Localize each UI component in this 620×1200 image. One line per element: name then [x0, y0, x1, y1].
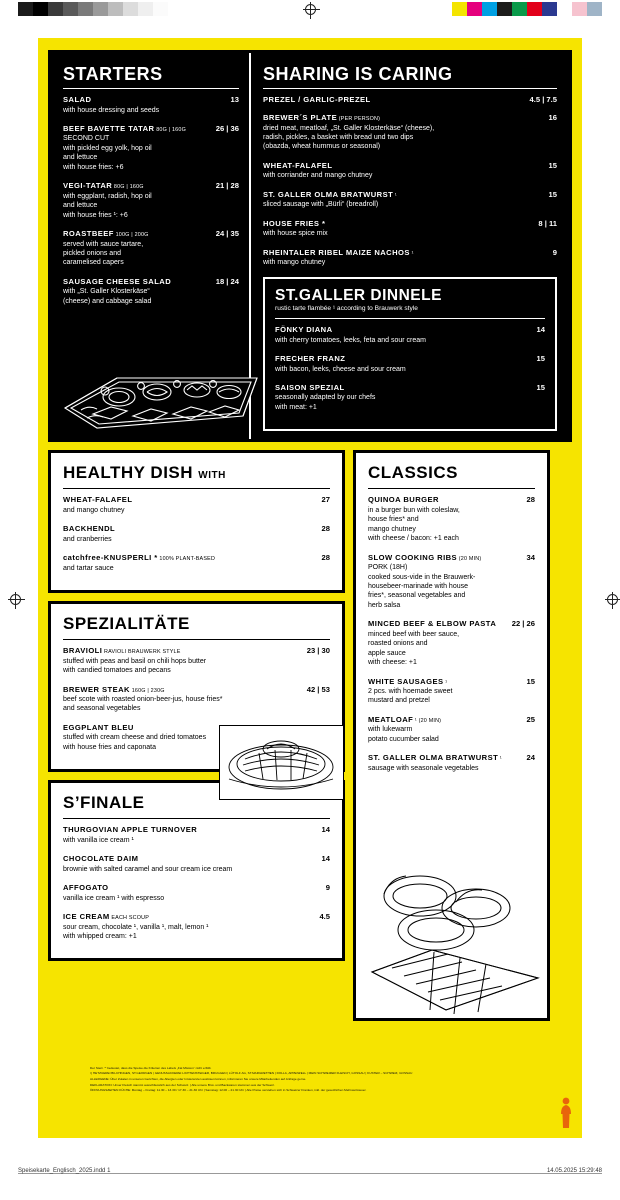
- menu-item-price: 14: [321, 825, 330, 835]
- menu-item: [63, 825, 330, 845]
- menu-item-description: and cranberries: [63, 535, 112, 543]
- menu-item-head: [263, 161, 557, 170]
- healthy-title: [63, 463, 330, 483]
- legal-footnotes: [90, 1066, 530, 1094]
- menu-item-name: WHEAT-FALAFEL: [263, 160, 333, 170]
- legal-line-4: ÖFFNUNGSZEITEN KÜCHE: Montag – Freitag: 11.30 – 13.30 / 17.30 – 21.30 Uhr | Samstag: 12.00 – 21.30 Uhr | Alle Preise verstehen sich in Schweizer Franken, inkl. der gesetzlichen Mehrwertsteuer.: [90, 1088, 367, 1093]
- menu-item: [368, 619, 535, 667]
- dinnele-section: [263, 277, 557, 432]
- menu-item: [263, 248, 557, 268]
- menu-item-description: seasonally adapted by our chefs with meat: +1: [275, 394, 376, 411]
- menu-item-description: and tartar sauce: [63, 564, 114, 572]
- menu-item-name: MEATLOAF ¹ (20 MIN): [368, 714, 442, 724]
- dinnele-title: ST.GALLER DINNELE: [275, 286, 442, 304]
- menu-item-price: 4.5 | 7.5: [529, 95, 557, 104]
- menu-item: [63, 181, 239, 220]
- menu-item: [263, 95, 557, 104]
- print-registration-strip: [0, 0, 620, 22]
- menu-item-price: 16: [548, 113, 557, 122]
- legal-line-3: DEKLARATION: Unser Fleisch stammt ausschliesslich aus der Schweiz. | Alle unsere Brot- und Backwaren stammen aus der Schweiz.: [90, 1082, 275, 1087]
- menu-item: [263, 190, 557, 210]
- menu-item-head: [63, 912, 330, 921]
- menu-item-description: SECOND CUT with pickled egg yolk, hop oil and lettuce with house fries: +6: [63, 135, 152, 171]
- menu-item-name: catchfree-KNUSPERLI * 100% PLANT-BASED: [63, 553, 216, 563]
- print-footer: [0, 1164, 620, 1186]
- menu-item-description: with bacon, leeks, cheese and sour cream: [275, 365, 406, 373]
- menu-item-head: [63, 229, 239, 238]
- menu-item-subtitle: 100% PLANT-BASED: [157, 556, 216, 563]
- legal-line-1: ¹) HETZUEREI BILCHINGEN, ST.GEORGEN | GENUSSACKEREI LICHTENSTEIGER, BRUGGEN | LÜTOLF AG, ST.MARGRETHEN | DOLLA, APPENZELL | MEIN SCHWEIZER FLEISCH, GOSSAU | KUSTER – SCHWEIZ, GOSSAU: [90, 1071, 413, 1076]
- menu-item-head: [63, 825, 330, 834]
- menu-item-price: 42 | 53: [306, 684, 330, 694]
- legal-line-2: ALLERGENE: Über Zutaten in unseren Gerichten, die Allergien oder Intoleranzen auslösen können, informieren Sie unsere Mitarbeitenden auf Anfrage gerne.: [90, 1077, 307, 1082]
- healthy-title-suffix: WITH: [198, 470, 226, 482]
- menu-item-price: 28: [321, 524, 330, 534]
- menu-item-name: PREZEL / GARLIC-PREZEL: [263, 95, 371, 104]
- menu-item-name: FÖNKY DIANA: [275, 325, 333, 335]
- dinnele-list: [275, 325, 545, 412]
- menu-item-head: [368, 753, 535, 762]
- menu-item-description: sausage with seasonale vegetables: [368, 764, 479, 772]
- menu-item-head: [63, 95, 239, 104]
- menu-item-description: with corriander and mango chutney: [263, 172, 373, 180]
- registration-mark-top: [305, 4, 316, 15]
- menu-item: [63, 229, 239, 268]
- menu-item-head: [368, 495, 535, 504]
- menu-item-head: [63, 646, 330, 655]
- menu-item-description: with eggplant, radish, hop oil and lettuce with house fries ¹: +6: [63, 192, 152, 219]
- menu-item-subtitle: ¹: [393, 192, 397, 199]
- menu-item-name: WHEAT-FALAFEL: [63, 495, 133, 505]
- healthy-title-text: HEALTHY DISH: [63, 463, 194, 483]
- menu-item-price: 25: [526, 714, 535, 724]
- healthy-list: [63, 495, 330, 573]
- menu-item-description: with mango chutney: [263, 259, 326, 267]
- menu-item-name: THURGOVIAN APPLE TURNOVER: [63, 825, 198, 835]
- menu-item-price: 13: [230, 95, 239, 104]
- menu-item-subtitle: ¹: [409, 250, 414, 257]
- menu-item-head: [63, 524, 330, 533]
- menu-item-subtitle: 160G | 230G: [130, 687, 165, 694]
- starters-section: [51, 53, 251, 439]
- menu-item-head: [263, 190, 557, 199]
- menu-item-description: stuffed with cream cheese and dried tomatoes with house fries and caponata: [63, 734, 207, 751]
- menu-item-head: [275, 383, 545, 392]
- classics-title: CLASSICS: [368, 463, 458, 483]
- menu-item-description: sour cream, chocolate ¹, vanilla ¹, malt, lemon ¹ with whipped cream: +1: [63, 923, 209, 940]
- menu-item: [263, 113, 557, 152]
- menu-item-name: BREWER´S PLATE (PER PERSON): [263, 113, 381, 122]
- menu-item-price: 15: [548, 189, 557, 199]
- footer-timestamp: 14.05.2025 15:29:48: [546, 1168, 602, 1174]
- menu-item: [63, 854, 330, 874]
- legal-line-0: Der Stern “* bedeutet, dass die Speise die Kriterien des Labels „Fat Mission“ nicht erfüllt.: [90, 1065, 212, 1070]
- menu-item-head: [368, 553, 535, 562]
- menu-item-price: 15: [526, 676, 535, 686]
- menu-item-head: [63, 685, 330, 694]
- menu-item-head: [63, 854, 330, 863]
- menu-item-head: [63, 277, 239, 286]
- sharing-section: [251, 53, 569, 439]
- menu-item-subtitle: 80G | 160G: [112, 184, 144, 191]
- menu-item-name: SAISON SPEZIAL: [275, 382, 345, 392]
- menu-item-price: 8 | 11: [538, 218, 557, 228]
- menu-item-name: BREWER STEAK 160G | 230G: [63, 684, 165, 694]
- menu-item-price: 21 | 28: [215, 181, 239, 191]
- menu-item-price: 9: [325, 883, 330, 893]
- menu-item-price: 34: [526, 552, 535, 562]
- menu-item-price: 28: [321, 553, 330, 563]
- menu-item-head: [263, 95, 557, 104]
- menu-item-description: with vanilla ice cream ¹: [63, 836, 134, 844]
- menu-item-head: [368, 619, 535, 628]
- greyscale-calibration-bar: [18, 2, 168, 16]
- menu-item: [63, 685, 330, 714]
- classics-list: [368, 495, 535, 773]
- menu-item-price: 27: [321, 495, 330, 505]
- menu-item-name: VEGI-TATAR 80G | 160G: [63, 181, 144, 191]
- menu-item: [63, 646, 330, 675]
- menu-item-name: BRAVIOLI RAVIOLI BRAUWERK STYLE: [63, 646, 181, 656]
- menu-item-head: [368, 715, 535, 724]
- menu-item: [263, 161, 557, 181]
- menu-item-price: 15: [536, 382, 545, 392]
- menu-item-name: SAUSAGE CHEESE SALAD: [63, 276, 172, 286]
- menu-item-name: WHITE SAUSAGES ¹: [368, 676, 448, 686]
- menu-item-head: [263, 113, 557, 122]
- dinnele-note: rustic tarte flambée ¹ according to Brauwerk style: [275, 305, 418, 313]
- menu-item-price: 15: [536, 354, 545, 363]
- menu-item: [63, 124, 239, 172]
- menu-item-description: with cherry tomatoes, leeks, feta and sour cream: [275, 336, 426, 344]
- menu-item-description: sliced sausage with „Bürli“ (breadroll): [263, 201, 379, 209]
- menu-item-head: [263, 248, 557, 257]
- menu-item-description: PORK (18H) cooked sous-vide in the Brauwerk- housebeer-marinade with house fries*, seasonal vegetables and herb salsa: [368, 564, 476, 609]
- menu-item-name: BEEF BAVETTE TATAR 80G | 160G: [63, 123, 186, 133]
- menu-item-name: BACKHENDL: [63, 524, 116, 534]
- person-silhouette-icon: [558, 1096, 574, 1130]
- menu-item-description: 2 pcs. with hoemade sweet mustard and pretzel: [368, 688, 453, 705]
- menu-item-description: with house dressing and seeds: [63, 106, 160, 114]
- menu-item: [63, 277, 239, 306]
- menu-item-name: FRECHER FRANZ: [275, 354, 346, 363]
- menu-item-price: 14: [536, 325, 545, 335]
- color-calibration-bar: [452, 2, 602, 16]
- waffle-dessert-illustration: [219, 725, 344, 800]
- menu-item-description: with „St. Galler Klosterkäse“ (cheese) and cabbage salad: [63, 288, 152, 305]
- menu-item: [275, 354, 545, 374]
- menu-item-head: [263, 219, 557, 228]
- menu-item-price: 18 | 24: [215, 276, 239, 286]
- menu-item-subtitle: 80G | 160G: [154, 126, 186, 133]
- menu-item-price: 23 | 30: [306, 646, 330, 656]
- menu-item-price: 14: [321, 854, 330, 864]
- menu-item-description: vanilla ice cream ¹ with espresso: [63, 894, 165, 902]
- menu-item: [63, 95, 239, 115]
- menu-item: [275, 383, 545, 412]
- menu-item-description: stuffed with peas and basil on chili hops butter with candied tomatoes and pecans: [63, 657, 207, 675]
- menu-item-name: HOUSE FRIES *: [263, 218, 326, 228]
- menu-item-subtitle: RAVIOLI BRAUWERK STYLE: [102, 649, 181, 656]
- menu-item: [275, 325, 545, 345]
- menu-item-head: [63, 883, 330, 892]
- menu-item-subtitle: 100G | 200G: [113, 232, 149, 238]
- menu-item-subtitle: (20 MIN): [457, 555, 482, 562]
- starters-title: STARTERS: [63, 64, 163, 84]
- sharing-list: [263, 95, 557, 268]
- menu-item-description: with house spice mix: [263, 230, 328, 238]
- menu-item: [368, 677, 535, 706]
- menu-item: [368, 715, 535, 744]
- footer-filename: Speisekarte_Englisch_2025.indd 1: [18, 1168, 111, 1174]
- starters-list: [63, 95, 239, 306]
- menu-item-price: 4.5: [319, 912, 330, 922]
- menu-item-name: ST. GALLER OLMA BRATWURST ¹: [263, 189, 397, 199]
- menu-item: [63, 524, 330, 544]
- menu-item: [263, 219, 557, 239]
- sharing-title: SHARING IS CARING: [263, 64, 453, 84]
- menu-item-description: minced beef with beer sauce, roasted onions and apple sauce with cheese: +1: [368, 630, 460, 667]
- menu-item-description: served with sauce tartare, pickled onions and caramelised capers: [63, 240, 144, 267]
- menu-item-price: 24 | 35: [215, 229, 239, 238]
- sfinale-section: [48, 780, 345, 961]
- classics-section: [353, 450, 550, 1021]
- menu-item-name: ICE CREAM EACH SCOUP: [63, 912, 150, 922]
- sfinale-title: S’FINALE: [63, 793, 145, 813]
- menu-item: [63, 883, 330, 903]
- menu-item-name: SLOW COOKING RIBS (20 MIN): [368, 552, 482, 562]
- menu-item: [368, 495, 535, 543]
- menu-item-description: dried meat, meatloaf, „St. Galler Klosterkäse“ (cheese), radish, pickles, a basket with bread und two dips (obazda, wheat hummus or seasonal): [263, 124, 435, 151]
- menu-item-price: 15: [548, 160, 557, 170]
- menu-item-head: [368, 677, 535, 686]
- menu-item-price: 22 | 26: [511, 619, 535, 629]
- menu-item-description: and mango chutney: [63, 506, 125, 514]
- menu-item-description: with lukewarm potato cucumber salad: [368, 726, 439, 743]
- menu-item-name: RHEINTALER RIBEL MAIZE NACHOS ¹: [263, 247, 414, 257]
- menu-item-head: [275, 354, 545, 363]
- menu-item-head: [275, 325, 545, 334]
- healthy-dish-section: [48, 450, 345, 593]
- menu-item-name: AFFOGATO: [63, 883, 109, 893]
- menu-item-price: 28: [526, 495, 535, 505]
- menu-item: [368, 553, 535, 611]
- menu-item: [63, 912, 330, 941]
- menu-item-name: QUINOA BURGER: [368, 495, 439, 505]
- registration-mark-right: [607, 594, 618, 605]
- registration-mark-left: [10, 594, 21, 605]
- menu-item: [368, 753, 535, 773]
- sfinale-list: [63, 825, 330, 941]
- menu-item: [63, 495, 330, 515]
- menu-item-name: ST. GALLER OLMA BRATWURST ¹: [368, 753, 502, 763]
- menu-item-name: EGGPLANT BLEU: [63, 722, 134, 732]
- menu-item-description: in a burger bun with coleslaw, house fries* and mango chutney with cheese / bacon: +1 each: [368, 506, 460, 543]
- menu-item-subtitle: (PER PERSON): [337, 116, 381, 122]
- menu-item: [63, 553, 330, 573]
- sausage-illustration: [364, 864, 546, 1014]
- menu-item-head: [63, 124, 239, 133]
- menu-item-head: [63, 181, 239, 190]
- menu-item-description: beef scote with roasted onion-beer-jus, house fries* and seasonal vegetables: [63, 696, 223, 713]
- top-black-section: [48, 50, 572, 442]
- spezialitaete-title: SPEZIALITÄTE: [63, 614, 190, 634]
- menu-item-price: 9: [552, 247, 557, 257]
- menu-item-subtitle: ¹ (20 MIN): [413, 717, 442, 724]
- menu-item-price: 26 | 36: [215, 123, 239, 133]
- menu-page: [38, 38, 582, 1138]
- menu-item-head: [63, 553, 330, 562]
- menu-item-price: 24: [526, 753, 535, 763]
- menu-item-subtitle: EACH SCOUP: [109, 915, 150, 922]
- menu-item-head: [63, 495, 330, 504]
- menu-item-description: brownie with salted caramel and sour cream ice cream: [63, 865, 233, 873]
- menu-item-name: SALAD: [63, 95, 92, 104]
- menu-item-name: ROASTBEEF 100G | 200G: [63, 229, 149, 238]
- menu-item-name: MINCED BEEF & ELBOW PASTA: [368, 619, 497, 629]
- menu-item-subtitle: ¹: [498, 756, 502, 763]
- menu-item-name: CHOCOLATE DAIM: [63, 854, 139, 864]
- menu-item-subtitle: ¹: [443, 679, 448, 686]
